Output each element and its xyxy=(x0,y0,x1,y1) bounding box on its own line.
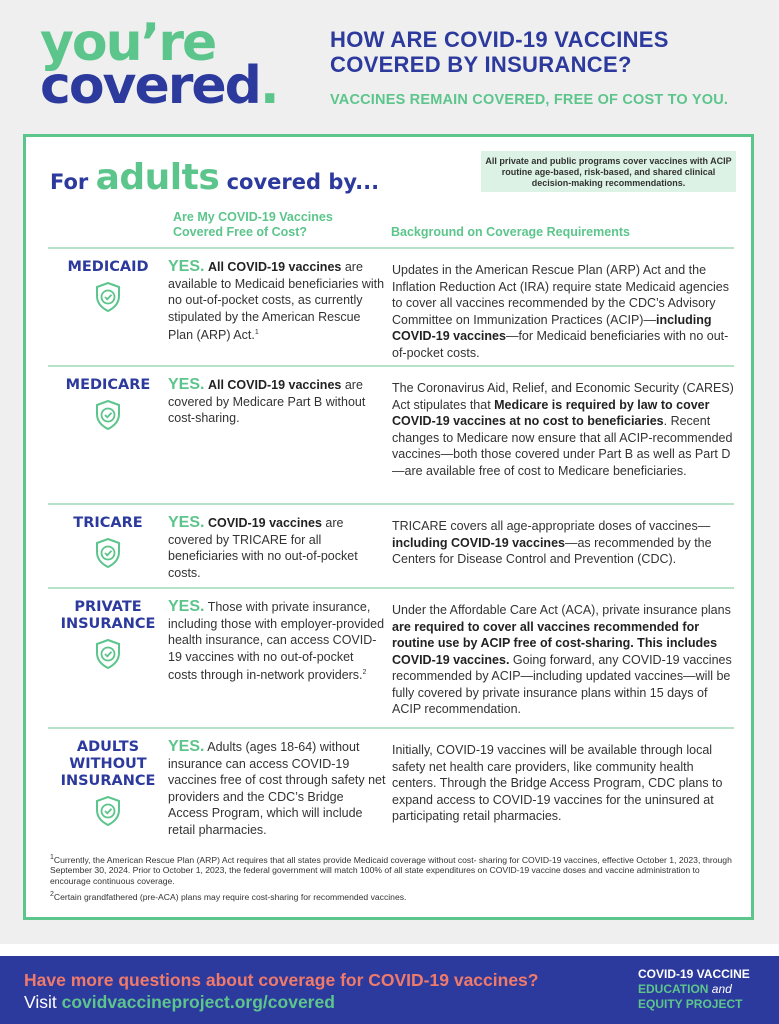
bg-bold: including COVID-19 vaccines xyxy=(392,535,565,550)
program-label xyxy=(48,259,168,312)
header xyxy=(0,0,779,130)
bg-text: Going forward, any COVID-19 vaccines recommended by ACIP—including updated vaccines—will be fully covered by private insurance plans within 15 days of ACIP recommendation. xyxy=(392,652,732,716)
coverage-answer xyxy=(168,739,386,838)
brand-education: EDUCATION xyxy=(638,982,709,996)
column-header-coverage-line2: Covered Free of Cost? xyxy=(173,225,308,239)
bg-text: —for Medicaid beneficiaries with no out-of-pocket costs. xyxy=(392,329,729,360)
coverage-answer xyxy=(168,377,386,427)
bg-text: Initially, COVID-19 vaccines will be available through local safety net health care providers, like community health centers. Through the Bridge Access Program, CDC plans to expand access to COVID-19 vaccines for the uninsured at participating retail pharmacies. xyxy=(392,743,723,823)
shield-check-icon xyxy=(95,282,121,312)
coverage-background xyxy=(392,262,737,361)
title-line2: COVERED BY INSURANCE? xyxy=(330,52,632,77)
shield-check-icon xyxy=(95,538,121,568)
shield-check-icon xyxy=(95,796,121,826)
logo-line2 xyxy=(40,55,278,116)
brand-line1: COVID-19 VACCINE xyxy=(638,967,750,981)
coverage-answer xyxy=(168,259,386,344)
footnote-number: 1 xyxy=(50,854,54,861)
footer-banner xyxy=(0,956,779,1024)
coverage-text: Adults (ages 18-64) without insurance can access COVID-19 vaccines free of cost through safety net providers and the CDC’s Bridge Access Program, which will include retail pharmacies. xyxy=(168,740,386,837)
acip-note: All private and public programs cover vaccines with ACIP routine age-based, risk-based, and shared clinical decision-making recommendations. xyxy=(481,151,736,192)
title-highlight: adults xyxy=(95,157,220,198)
footnote-text: Currently, the American Rescue Plan (ARP) Act requires that all states provide Medicaid coverage without cost- sharing for COVID-19 vaccines, effective October 1, 2023, through September 30, 2024. Prior to October 1, 2023, the federal government will match 100% of all state expenditures on COVID-19 vaccine doses and vaccine administration to encourage continuous coverage. xyxy=(50,854,732,886)
logo-line2-text: covered xyxy=(40,55,260,116)
visit-label: Visit xyxy=(24,992,62,1012)
program-label-line: ADULTS xyxy=(76,739,140,755)
program-label xyxy=(48,377,168,430)
bg-bold: are required to cover all vaccines recommended for routine use by ACIP free of cost-sharing. This includes COVID-19 vaccines. xyxy=(392,619,718,667)
footer-visit xyxy=(24,992,335,1013)
program-label-line: INSURANCE xyxy=(60,773,156,789)
shield-check-icon xyxy=(95,639,121,669)
yes-badge: YES. xyxy=(168,514,205,531)
bg-text: The Coronavirus Aid, Relief, and Economic Security (CARES) Act stipulates that xyxy=(392,381,734,412)
coverage-background xyxy=(392,602,737,718)
program-label-line: WITHOUT xyxy=(69,756,147,772)
program-label-line: TRICARE xyxy=(73,515,143,531)
yes-badge: YES. xyxy=(168,258,205,275)
coverage-link[interactable]: covidvaccineproject.org/covered xyxy=(61,992,335,1012)
coverage-text: Those with private insurance, including those with employer-provided health insurance, can access COVID-19 vaccines with no out-of-pocket costs through in-network providers. xyxy=(168,600,385,683)
youre-covered-logo xyxy=(40,13,278,116)
bg-text: —as recommended by the Centers for Disease Control and Prevention (CDC). xyxy=(392,535,712,566)
page-subtitle: VACCINES REMAIN COVERED, FREE OF COST TO YOU. xyxy=(330,92,729,108)
row-adults-without-insurance xyxy=(48,727,734,845)
program-label-line: PRIVATE xyxy=(74,599,142,615)
program-label xyxy=(48,599,168,669)
program-label-line: MEDICARE xyxy=(65,377,151,393)
column-header-coverage xyxy=(173,210,333,240)
coverage-card xyxy=(23,134,754,920)
coverage-text: are available to Medicaid beneficiaries with no out-of-pocket costs, as currently stipulated by the American Rescue Plan (ARP) Act. xyxy=(168,260,385,343)
logo-line1: you’re xyxy=(40,13,216,73)
program-label-line: INSURANCE xyxy=(60,616,156,632)
row-tricare xyxy=(48,503,734,587)
coverage-answer xyxy=(168,599,386,684)
title-line1: HOW ARE COVID-19 VACCINES xyxy=(330,27,669,52)
bg-text: Under the Affordable Care Act (ACA), private insurance plans xyxy=(392,603,731,617)
bg-text: TRICARE covers all age-appropriate doses of vaccines— xyxy=(392,519,711,533)
yes-badge: YES. xyxy=(168,376,205,393)
coverage-bold: All COVID-19 vaccines xyxy=(207,260,342,274)
coverage-text: are covered by Medicare Part B without cost-sharing. xyxy=(168,378,366,425)
footnote-ref: 1 xyxy=(254,329,259,336)
brand-and: and xyxy=(708,982,732,996)
project-brand-logo xyxy=(638,967,750,1012)
program-label xyxy=(48,739,168,826)
footnote-1 xyxy=(50,853,740,886)
coverage-background xyxy=(392,380,737,479)
page-title xyxy=(330,27,669,77)
divider-strip xyxy=(0,944,779,956)
footer-question: Have more questions about coverage for COVID-19 vaccines? xyxy=(24,970,539,990)
logo-dot: . xyxy=(259,55,278,116)
coverage-background xyxy=(392,518,737,568)
coverage-answer xyxy=(168,515,386,581)
bg-bold: including COVID-19 vaccines xyxy=(392,312,712,343)
section-title xyxy=(50,157,379,198)
brand-line3: EQUITY PROJECT xyxy=(638,997,743,1011)
bg-text: Updates in the American Rescue Plan (ARP) Act and the Inflation Reduction Act (IRA) require state Medicaid agencies to cover all vaccines recommended by the CDC’s Advisory Committee on Immunization Practices (ACIP)— xyxy=(392,263,729,327)
program-label xyxy=(48,515,168,568)
column-header-coverage-line1: Are My COVID-19 Vaccines xyxy=(173,210,333,224)
column-header-background: Background on Coverage Requirements xyxy=(391,225,630,239)
brand-line2 xyxy=(638,982,750,997)
title-prefix: For xyxy=(50,170,89,194)
bg-bold: Medicare is required by law to cover COVID-19 vaccines at no cost to beneficiaries xyxy=(392,397,710,428)
program-label-line: MEDICAID xyxy=(67,259,149,275)
coverage-bold: COVID-19 vaccines xyxy=(207,516,322,530)
footnote-2 xyxy=(50,890,740,902)
shield-check-icon xyxy=(95,400,121,430)
footnote-text: Certain grandfathered (pre-ACA) plans may require cost-sharing for recommended vaccines. xyxy=(53,892,407,903)
footnote-ref: 2 xyxy=(362,669,367,676)
bg-text: . Recent changes to Medicare now ensure that all ACIP-recommended vaccines—both those covered under Part B as well as Part D—are available free of cost to Medicare beneficiaries. xyxy=(392,414,733,478)
coverage-background xyxy=(392,742,737,825)
coverage-bold: All COVID-19 vaccines xyxy=(207,378,342,392)
row-private-insurance xyxy=(48,587,734,727)
footnote-number: 2 xyxy=(50,891,54,899)
yes-badge: YES. xyxy=(168,738,205,755)
footnotes xyxy=(50,853,740,907)
row-medicare xyxy=(48,365,734,503)
coverage-text: are covered by TRICARE for all beneficiaries with no out-of-pocket costs. xyxy=(168,516,358,580)
yes-badge: YES. xyxy=(168,598,205,615)
row-medicaid xyxy=(48,247,734,365)
title-suffix: covered by... xyxy=(226,170,380,194)
